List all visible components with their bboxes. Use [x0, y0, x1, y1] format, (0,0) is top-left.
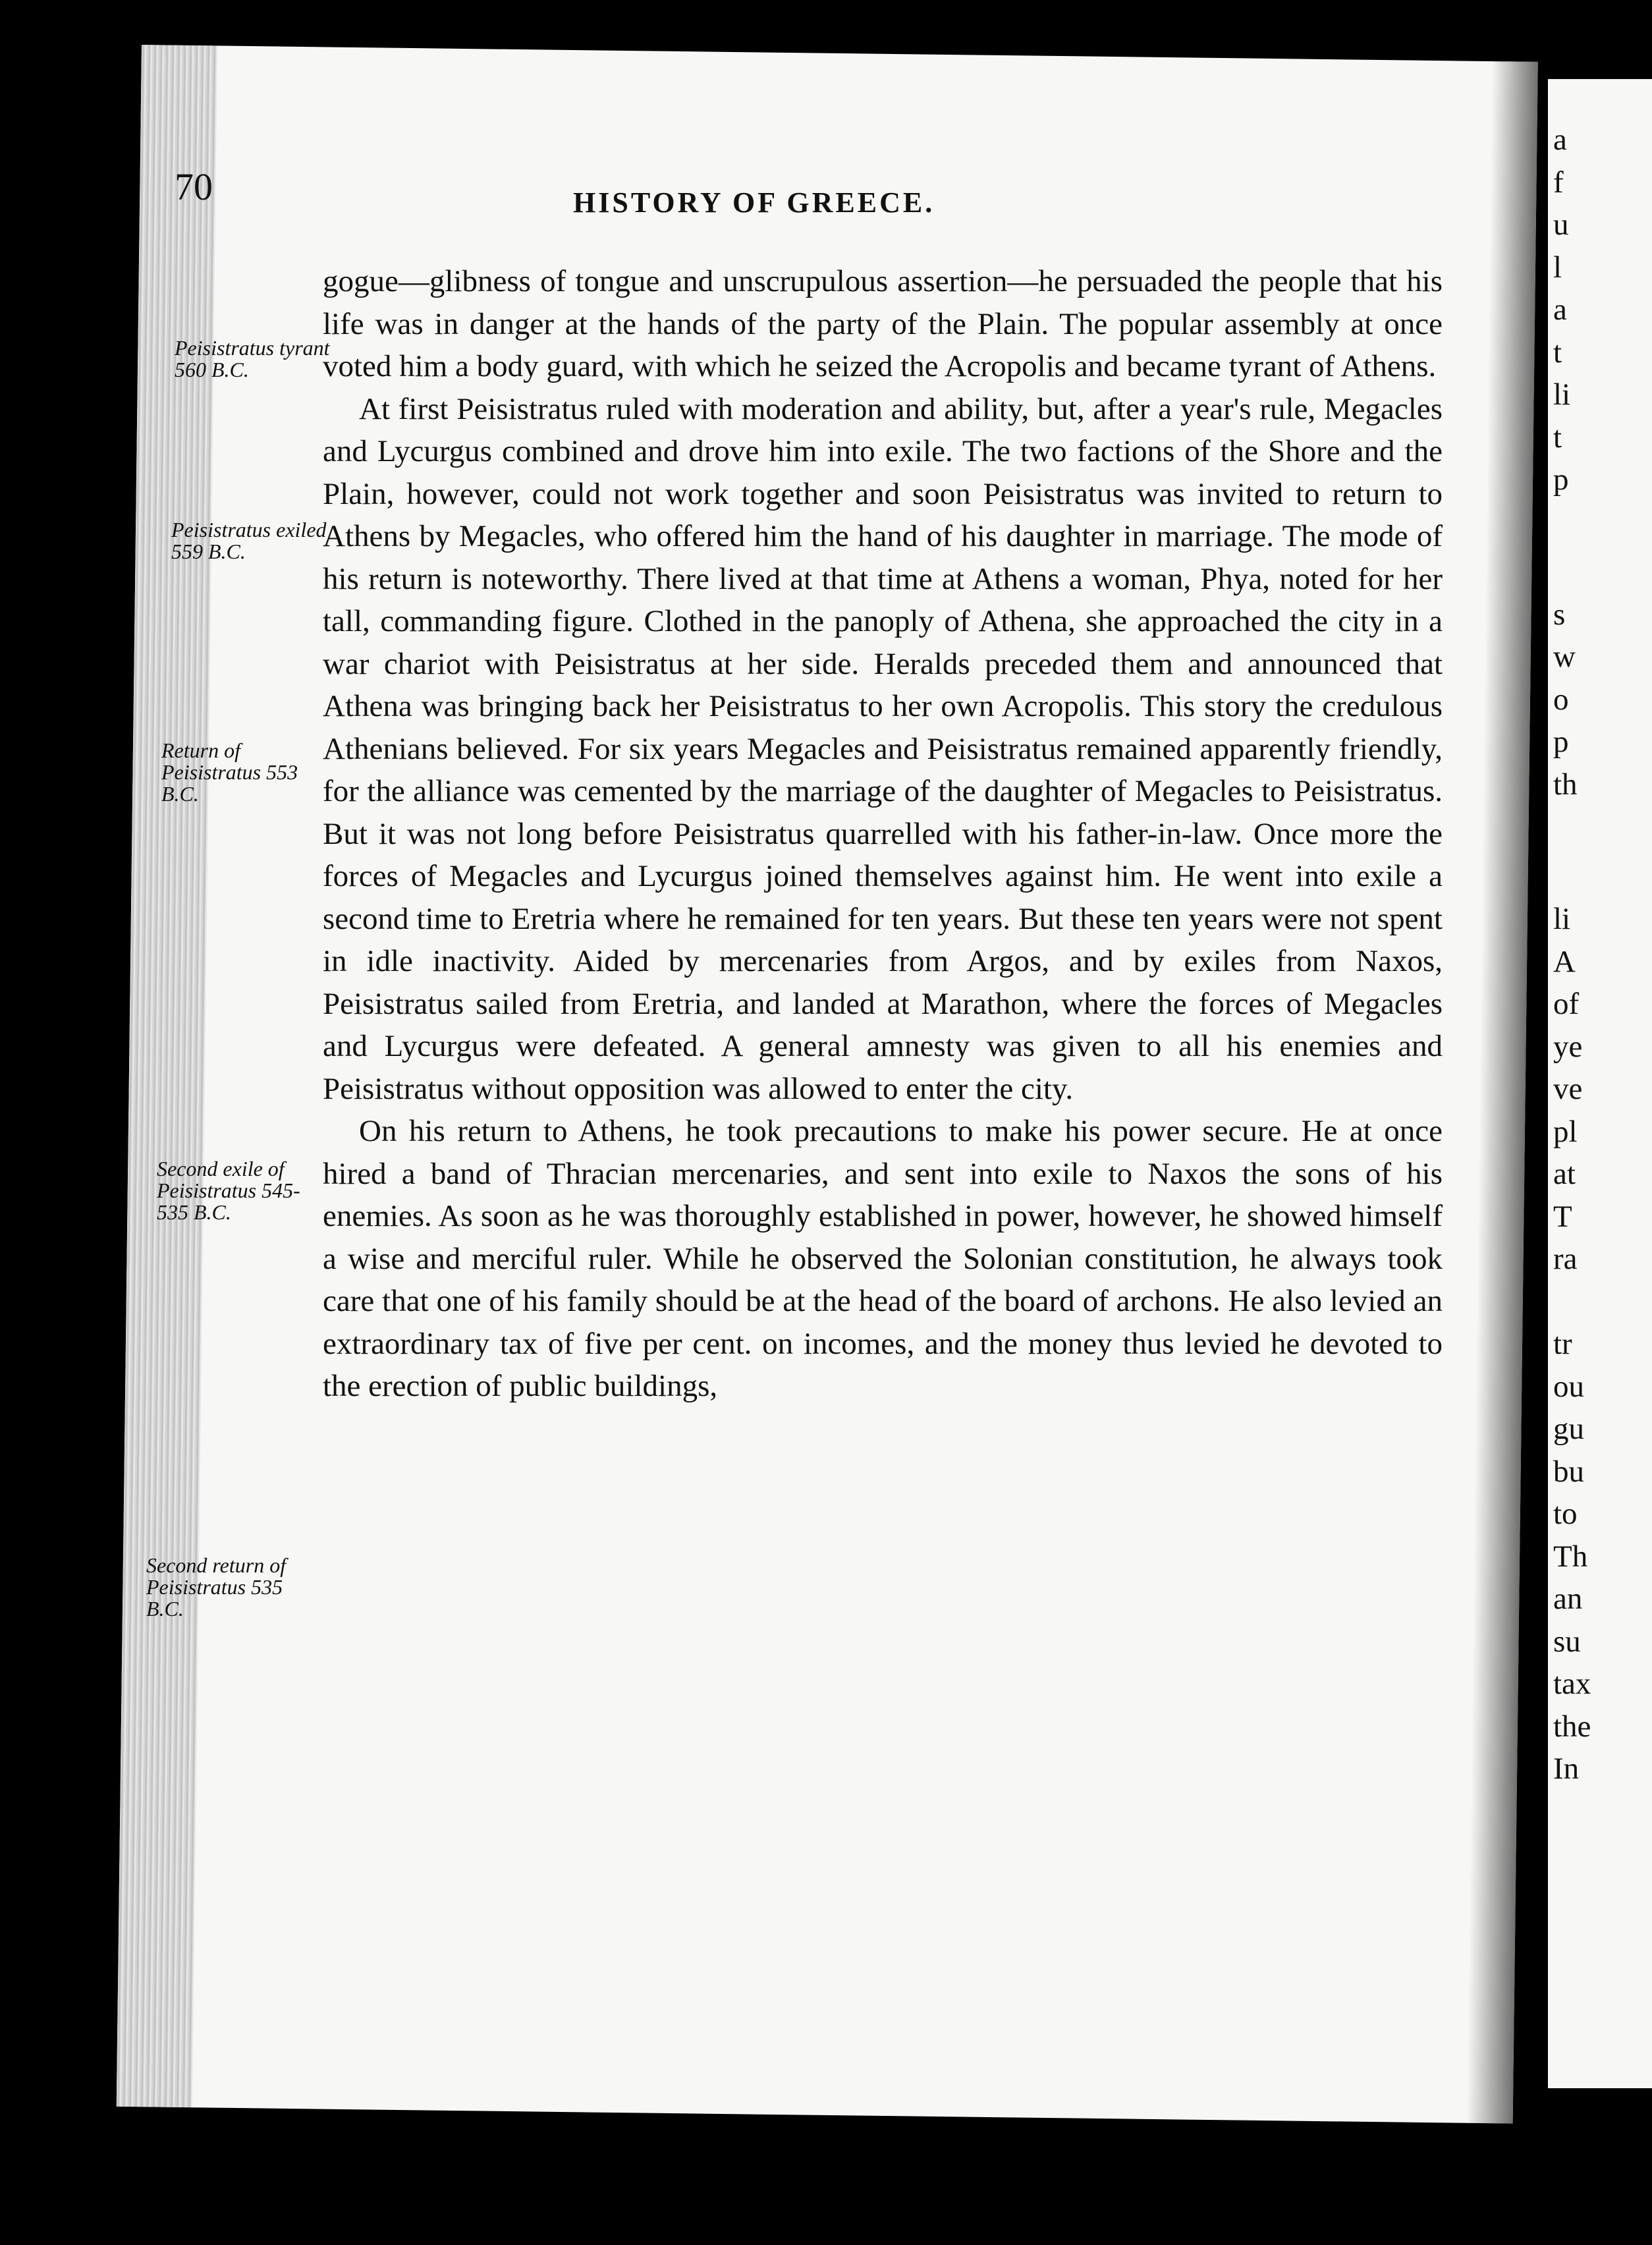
edge-fragment: su — [1553, 1624, 1581, 1659]
body-text — [323, 260, 1443, 1408]
edge-fragment: f — [1553, 165, 1564, 200]
edge-fragment: bu — [1553, 1454, 1584, 1489]
edge-fragment: u — [1553, 208, 1569, 242]
edge-fragment: li — [1553, 377, 1571, 412]
edge-fragment: a — [1553, 123, 1567, 157]
gutter-shadow — [1467, 61, 1538, 2124]
facing-page-edge — [1548, 79, 1652, 2088]
edge-fragment: tr — [1553, 1327, 1572, 1361]
edge-fragment: A — [1553, 944, 1576, 979]
edge-fragment: th — [1553, 767, 1578, 802]
edge-fragment: p — [1553, 462, 1569, 497]
edge-fragment: the — [1553, 1709, 1591, 1744]
margin-note: Peisistratus tyrant 560 B.C. — [175, 336, 330, 381]
edge-fragment: Th — [1553, 1539, 1588, 1574]
edge-fragment: p — [1553, 725, 1569, 759]
edge-fragment: of — [1553, 987, 1580, 1021]
edge-fragment: ve — [1553, 1072, 1583, 1106]
paragraph: At first Peisistratus ruled with moderation and ability, but, after a year's rule, Megacles and Lycurgus combined and drove him into exile. The two factions of the Shore and the Plain, however, could not work together and soon Peisistratus was invited to return to Athens by Megacles, who offered him the hand of his daughter in marriage. The mode of his return is noteworthy. There lived at that time at Athens a woman, Phya, noted for her tall, commanding figure. Clothed in the panoply of Athena, she approached the city in a war chariot with Peisistratus at her side. Heralds preceded them and announced that Athena was bringing back her Peisistratus to her own Acropolis. This story the credulous Athenians believed. For six years Megacles and Peisistratus remained apparently friendly, for the alliance was cemented by the marriage of the daughter of Megacles to Peisistratus. But it was not long before Peisistratus quarrelled with his father-in-law. Once more the forces of Megacles and Lycurgus joined themselves against him. He went into exile a second time to Eretria where he remained for ten years. But these ten years were not spent in idle inactivity. Aided by mercenaries from Argos, and by exiles from Naxos, Peisistratus sailed from Eretria, and landed at Marathon, where the forces of Megacles and Lycurgus were defeated. A general amnesty was given to all his enemies and Peisistratus without opposition was allowed to enter the city. — [323, 391, 1443, 1106]
edge-fragment: w — [1553, 640, 1576, 674]
edge-fragment: ye — [1553, 1029, 1583, 1064]
edge-fragment: s — [1553, 597, 1566, 632]
page-number: 70 — [175, 165, 213, 208]
edge-fragment: tax — [1553, 1667, 1591, 1701]
running-head: HISTORY OF GREECE. — [573, 186, 935, 219]
edge-fragment: o — [1553, 682, 1569, 717]
margin-note: Second return of Peisistratus 535 B.C. — [146, 1553, 287, 1621]
edge-fragment: to — [1553, 1497, 1578, 1531]
edge-fragment: T — [1553, 1199, 1572, 1234]
paragraph: On his return to Athens, he took precautions to make his power secure. He at once hired a band of Thracian mercenaries, and sent into exile to Naxos the sons of his enemies. As soon as he was thoroughly established in power, however, he showed himself a wise and merciful ruler. While he observed the Solonian constitution, he always took care that one of his family should be at the head of the board of archons. He also levied an extraordinary tax of five per cent. on incomes, and the money thus levied he devoted to the erection of public buildings, — [323, 1114, 1443, 1403]
edge-fragment: gu — [1553, 1412, 1584, 1446]
edge-fragment — [1553, 1281, 1652, 1323]
edge-fragment: t — [1553, 335, 1562, 370]
edge-fragment: l — [1553, 250, 1562, 285]
edge-fragment: a — [1553, 292, 1567, 327]
paragraph: gogue—glibness of tongue and unscrupulous assertion—he persuaded the people that his life was in danger at the hands of the party of the Plain. The popular assembly at once voted him a body guard, with which he seized the Acropolis and became tyrant of Athens. — [323, 264, 1443, 383]
edge-fragment: ra — [1553, 1242, 1578, 1276]
edge-fragment: t — [1553, 420, 1562, 455]
edge-fragment: ou — [1553, 1369, 1584, 1404]
edge-fragment: pl — [1553, 1114, 1578, 1149]
margin-note: Peisistratus exiled 559 B.C. — [171, 518, 327, 563]
edge-fragment: an — [1553, 1582, 1583, 1616]
margin-note: Second exile of Peisistratus 545-535 B.C. — [157, 1157, 300, 1224]
facing-page-fragments — [1553, 119, 1652, 1790]
edge-fragment: at — [1553, 1157, 1576, 1191]
edge-fragment: In — [1553, 1752, 1580, 1786]
margin-note: Return of Peisistratus 553 B.C. — [161, 738, 298, 806]
edge-fragment: li — [1553, 902, 1571, 936]
